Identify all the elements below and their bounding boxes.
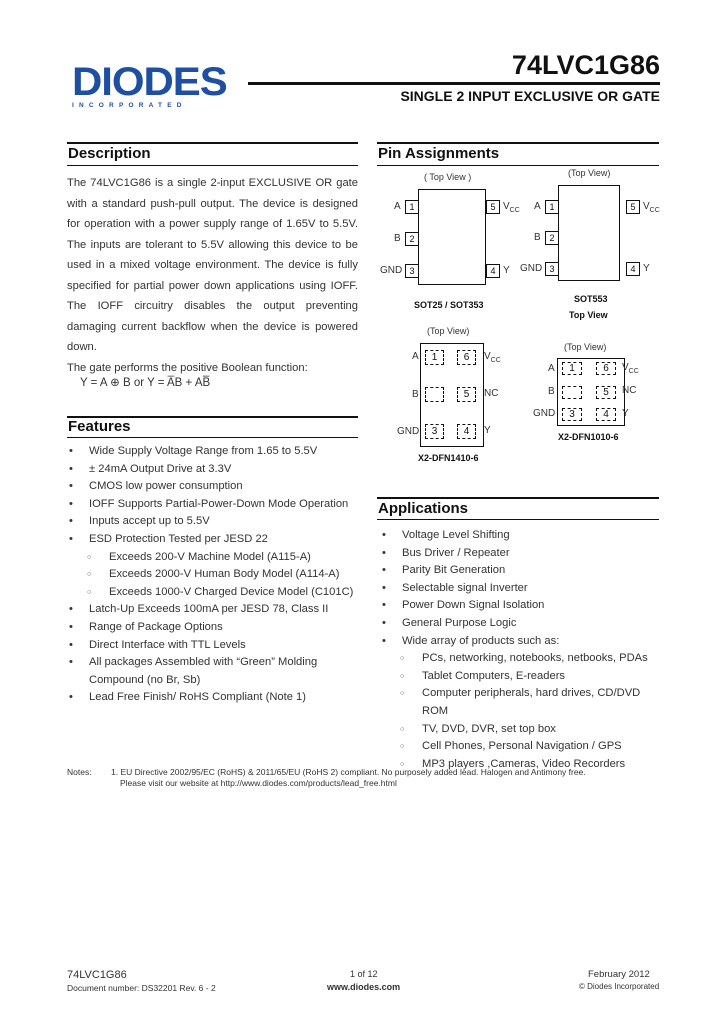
sot25-label-a: A [394, 201, 401, 212]
header-rule [248, 82, 660, 85]
application-item: • Parity Bit Generation [380, 562, 662, 580]
feature-item: • Inputs accept up to 5.5V [67, 513, 358, 531]
feature-item: • Wide Supply Voltage Range from 1.65 to 5.5V [67, 443, 358, 461]
sot553-body [558, 185, 620, 281]
sot25-name: SOT25 / SOT353 [414, 300, 484, 310]
application-item: • General Purpose Logic [380, 615, 662, 633]
dfn1010-pin1: 1 [562, 362, 582, 375]
dfn1010-name: X2-DFN1010-6 [558, 432, 619, 442]
sot25-pin3: 3 [405, 264, 419, 278]
feature-item: • Range of Package Options [67, 619, 358, 637]
application-sub-item: ○ TV, DVD, DVR, set top box [380, 721, 662, 739]
dfn1010-pin3: 3 [562, 408, 582, 421]
dfn1010-label-nc: NC [622, 385, 637, 396]
sot25-pin1: 1 [405, 200, 419, 214]
dfn1410-pin2 [425, 387, 444, 402]
applications-bottom-rule [377, 519, 659, 520]
feature-sub-item: ○ Exceeds 1000-V Charged Device Model (C101C) [67, 584, 358, 602]
part-number: 74LVC1G86 [511, 50, 660, 80]
application-sub-item: ○ MP3 players ,Cameras, Video Recorders [380, 756, 662, 774]
description-heading: Description [68, 145, 151, 162]
vcc-v: V [622, 362, 629, 373]
description-body [67, 173, 358, 378]
features-bottom-rule [67, 437, 358, 438]
feature-item: • All packages Assembled with “Green” Molding Compound (no Br, Sb) [67, 654, 319, 689]
sot553-pin4: 4 [626, 262, 640, 276]
vcc-v: V [643, 201, 650, 212]
sot553-label-y: Y [643, 263, 650, 274]
feature-item: • Latch-Up Exceeds 100mA per JESD 78, Class II [67, 601, 358, 619]
footer-part: 74LVC1G86 [67, 969, 127, 981]
sot25-label-vcc [503, 201, 520, 214]
vcc-v: V [503, 201, 510, 212]
footer-page: 1 of 12 [350, 969, 378, 979]
application-sub-item: ○ Cell Phones, Personal Navigation / GPS [380, 738, 662, 756]
application-item: • Wide array of products such as: [380, 633, 662, 651]
application-item: • Voltage Level Shifting [380, 527, 662, 545]
dfn1410-label-vcc [484, 351, 501, 364]
dfn1410-pin4: 4 [457, 424, 476, 439]
dfn1010-pin2 [562, 386, 582, 399]
application-item: • Selectable signal Inverter [380, 580, 662, 598]
dfn1010-label-a: A [548, 363, 555, 374]
feature-sub-item: ○ Exceeds 200-V Machine Model (A115-A) [67, 549, 358, 567]
dfn1410-label-b: B [412, 389, 419, 400]
vcc-v: V [484, 351, 491, 362]
description-para2: The gate performs the positive Boolean function: [67, 361, 308, 374]
application-sub-item: ○ Computer peripherals, hard drives, CD/DVD ROM [380, 685, 662, 720]
page-subtitle: SINGLE 2 INPUT EXCLUSIVE OR GATE [400, 88, 660, 104]
dfn1410-label-gnd: GND [397, 426, 420, 437]
sot25-label-gnd: GND [380, 265, 403, 276]
dfn1410-top-view-label: (Top View) [427, 326, 470, 336]
feature-item: • Lead Free Finish/ RoHS Compliant (Note 1) [67, 689, 358, 707]
description-top-rule [67, 142, 358, 144]
dfn1010-label-y: Y [622, 408, 629, 419]
dfn1410-label-nc: NC [484, 388, 499, 399]
vcc-cc: CC [490, 357, 501, 364]
sot553-top-view-label: (Top View) [568, 168, 611, 178]
application-item: • Power Down Signal Isolation [380, 597, 662, 615]
sot553-pin5: 5 [626, 200, 640, 214]
feature-item: • Direct Interface with TTL Levels [67, 637, 358, 655]
note-1-website: Please visit our website at http://www.diodes.com/products/lead_free.html [120, 778, 397, 788]
notes-label: Notes: [67, 767, 92, 777]
diodes-logo [72, 62, 242, 109]
feature-item: • ± 24mA Output Drive at 3.3V [67, 461, 358, 479]
applications-top-rule [377, 497, 659, 499]
footer-date: February 2012 [588, 969, 650, 980]
sot553-name: SOT553 [574, 294, 608, 304]
sot25-label-y: Y [503, 265, 510, 276]
description-para1: The 74LVC1G86 is a single 2-input EXCLUSIVE OR gate with a standard push-pull output. The device is designed for operation with a power supply range of 1.65V to 5.5V. The inputs are tolerant to 5.5V allowing this device to be used in a mixed voltage environment. The device is fully specified for partial power down applications using IOFF. The IOFF circuitry disables the output preventing damaging current backflow when the device is powered down. [67, 177, 358, 353]
feature-sub-item: ○ Exceeds 2000-V Human Body Model (A114-A) [67, 566, 358, 584]
pins-bottom-rule [377, 165, 659, 166]
footer-copyright: © Diodes Incorporated [579, 982, 660, 991]
dfn1010-pin5: 5 [596, 386, 616, 399]
sot553-label-gnd: GND [520, 263, 543, 274]
vcc-cc: CC [509, 207, 520, 214]
pins-top-rule [377, 142, 659, 144]
footer-website[interactable]: www.diodes.com [327, 982, 401, 992]
application-sub-item: ○ Tablet Computers, E-readers [380, 668, 662, 686]
sot553-pin1: 1 [545, 200, 559, 214]
sot553-label-a: A [534, 201, 541, 212]
dfn1010-label-gnd: GND [533, 408, 556, 419]
sot553-top-view: Top View [569, 310, 608, 320]
sot25-label-b: B [394, 233, 401, 244]
sot25-body [418, 189, 486, 285]
dfn1410-name: X2-DFN1410-6 [418, 453, 479, 463]
pins-heading: Pin Assignments [378, 145, 500, 162]
applications-list [380, 527, 662, 773]
logo-subtext: INCORPORATED [72, 102, 187, 109]
dfn1410-label-y: Y [484, 425, 491, 436]
feature-item: • IOFF Supports Partial-Power-Down Mode Operation [67, 496, 358, 514]
sot553-pin2: 2 [545, 231, 559, 245]
sot25-pin4: 4 [486, 264, 500, 278]
footer-doc-number: Document number: DS32201 Rev. 6 - 2 [67, 983, 216, 993]
dfn1010-pin6: 6 [596, 362, 616, 375]
features-heading: Features [68, 418, 131, 435]
feature-item: • ESD Protection Tested per JESD 22 [67, 531, 358, 549]
applications-heading: Applications [378, 500, 469, 517]
dfn1410-pin1: 1 [425, 350, 444, 365]
dfn1410-pin3: 3 [425, 424, 444, 439]
logo-text: DIODES [72, 60, 227, 104]
sot25-top-view-label: ( Top View ) [424, 172, 472, 182]
dfn1010-pin4: 4 [596, 408, 616, 421]
sot25-pin5: 5 [486, 200, 500, 214]
sot553-label-vcc [643, 201, 660, 214]
sot553-pin3: 3 [545, 262, 559, 276]
features-list [67, 443, 358, 707]
dfn1410-label-a: A [412, 351, 419, 362]
application-sub-item: ○ PCs, networking, notebooks, netbooks, PDAs [380, 650, 662, 668]
dfn1010-top-view-label: (Top View) [564, 342, 607, 352]
dfn1010-label-b: B [548, 386, 555, 397]
sot25-pin2: 2 [405, 232, 419, 246]
note-1: 1. EU Directive 2002/95/EC (RoHS) & 2011/65/EU (RoHS 2) compliant. No purposely added lead. Halogen and Antimony free. [111, 767, 586, 777]
boolean-formula: Y = A ⊕ B or Y = A̅B + AB̅ [80, 377, 211, 389]
feature-item: • CMOS low power consumption [67, 478, 358, 496]
vcc-cc: CC [628, 368, 639, 375]
application-item: • Bus Driver / Repeater [380, 545, 662, 563]
dfn1010-label-vcc [622, 362, 639, 375]
sot553-label-b: B [534, 232, 541, 243]
dfn1410-pin5: 5 [457, 387, 476, 402]
vcc-cc: CC [649, 207, 660, 214]
dfn1410-pin6: 6 [457, 350, 476, 365]
description-bottom-rule [67, 165, 358, 166]
